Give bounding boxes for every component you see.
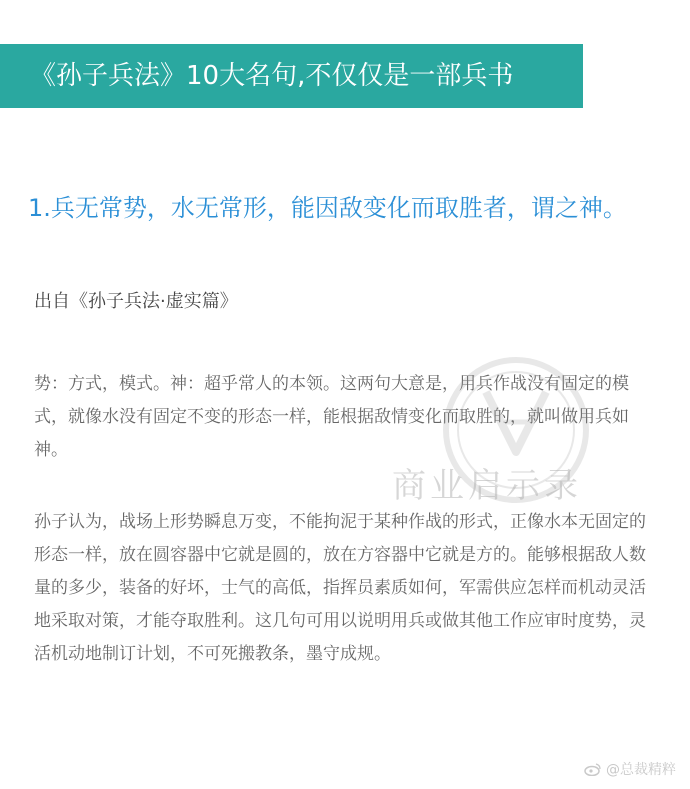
- weibo-icon: [584, 762, 602, 776]
- watermark-text: 商业启示录: [392, 466, 582, 506]
- page-title: 《孙子兵法》10大名句,不仅仅是一部兵书: [30, 61, 514, 91]
- weibo-handle: @总裁精粹: [606, 762, 676, 778]
- weibo-credit: [584, 759, 676, 779]
- source-line: 出自《孙子兵法·虚实篇》: [34, 291, 238, 312]
- watermark-seal: [386, 352, 646, 552]
- quote-heading: 1.兵无常势，水无常形，能因敌变化而取胜者，谓之神。: [28, 194, 627, 222]
- commentary-paragraph: 孙子认为，战场上形势瞬息万变，不能拘泥于某种作战的形式，正像水本无固定的形态一样，放在圆容器中它就是圆的，放在方容器中它就是方的。能够根据敌人数量的多少，装备的好坏，士气的高低，指挥员素质如何，军需供应怎样而机动灵活地采取对策，才能夺取胜利。这几句可用以说明用兵或做其他工作应审时度势，灵活机动地制订计划，不可死搬教条，墨守成规。: [34, 512, 646, 664]
- title-banner: [0, 44, 583, 108]
- explanation-paragraph: 势：方式，模式。神：超乎常人的本领。这两句大意是，用兵作战没有固定的模式，就像水没有固定不变的形态一样，能根据敌情变化而取胜的，就叫做用兵如神。: [34, 374, 629, 460]
